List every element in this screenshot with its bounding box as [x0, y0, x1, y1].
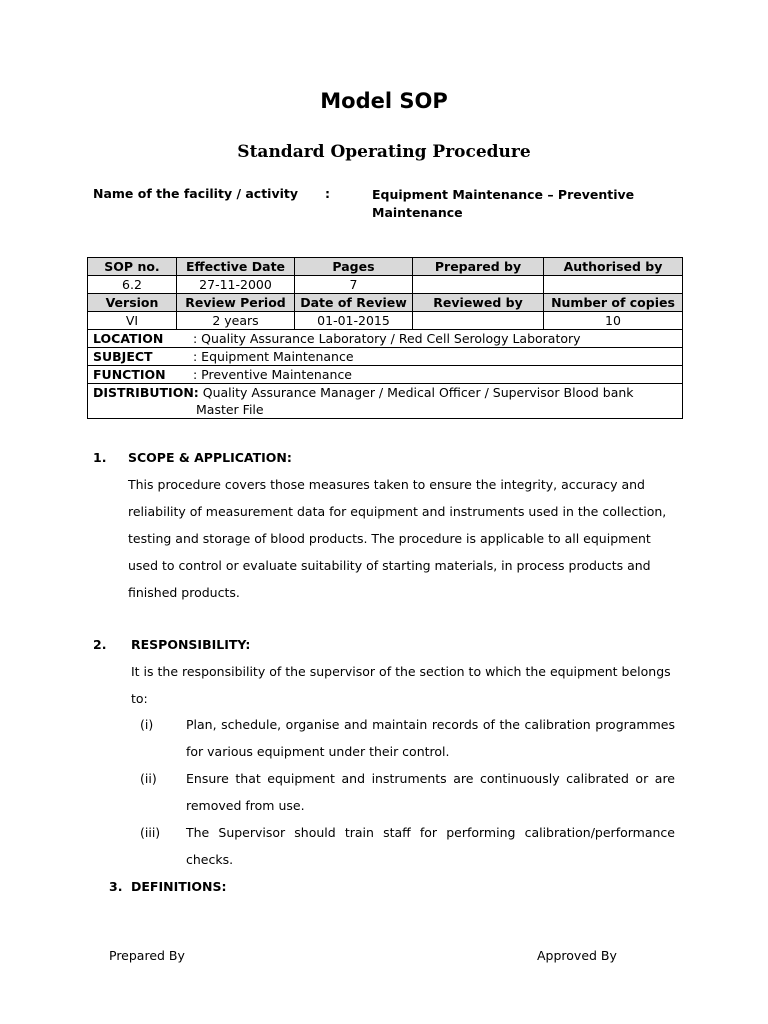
table-row — [88, 312, 683, 330]
header-authorised-by: Authorised by — [544, 258, 683, 276]
item-2-text: Ensure that equipment and instruments are continuously calibrated or are removed from use. — [186, 771, 675, 813]
table-row — [88, 330, 683, 348]
value-sop-no: 6.2 — [88, 276, 177, 294]
header-date-of-review: Date of Review — [295, 294, 413, 312]
item-1-number: (i) — [140, 717, 154, 732]
table-row — [88, 366, 683, 384]
location-label: LOCATION — [93, 331, 164, 346]
value-review-period: 2 years — [177, 312, 295, 330]
section-3-heading: DEFINITIONS: — [131, 879, 227, 894]
value-number-of-copies: 10 — [544, 312, 683, 330]
section-1-number: 1. — [93, 450, 107, 465]
subject-value: : Equipment Maintenance — [193, 349, 354, 364]
facility-colon: : — [325, 186, 330, 201]
item-3-number: (iii) — [140, 825, 161, 840]
item-1-text: Plan, schedule, organise and maintain records of the calibration programmes for various equipment under their control. — [186, 717, 675, 759]
item-2-number: (ii) — [140, 771, 157, 786]
section-2-intro: It is the responsibility of the supervisor of the section to which the equipment belongs to: — [131, 664, 671, 706]
value-authorised-by — [544, 276, 683, 294]
table-row — [88, 348, 683, 366]
distribution-value: Quality Assurance Manager / Medical Officer / Supervisor Blood bank — [202, 385, 634, 400]
section-1-body: This procedure covers those measures taken to ensure the integrity, accuracy and reliability of measurement data for equipment and instruments used in the collection, testing and storage of blood products. The procedure is applicable to all equipment used to control or evaluate suitability of starting materials, in process products and finished products. — [128, 477, 667, 600]
value-version: VI — [88, 312, 177, 330]
section-2-number: 2. — [93, 637, 107, 652]
function-value: : Preventive Maintenance — [193, 367, 353, 382]
distribution-cell — [88, 384, 683, 419]
header-review-period: Review Period — [177, 294, 295, 312]
value-pages: 7 — [295, 276, 413, 294]
location-value: : Quality Assurance Laboratory / Red Cell Serology Laboratory — [193, 331, 581, 346]
sop-info-table — [87, 257, 683, 419]
section-1-heading: SCOPE & APPLICATION: — [128, 450, 292, 465]
header-reviewed-by: Reviewed by — [413, 294, 544, 312]
subject-cell — [88, 348, 683, 366]
header-pages: Pages — [295, 258, 413, 276]
function-label: FUNCTION — [93, 367, 166, 382]
value-date-of-review: 01-01-2015 — [295, 312, 413, 330]
document-subtitle: Standard Operating Procedure — [237, 142, 531, 162]
section-2-heading: RESPONSIBILITY: — [131, 637, 251, 652]
value-prepared-by — [413, 276, 544, 294]
prepared-by-label: Prepared By — [109, 948, 185, 963]
table-row — [88, 294, 683, 312]
header-prepared-by: Prepared by — [413, 258, 544, 276]
location-cell — [88, 330, 683, 348]
table-row — [88, 258, 683, 276]
header-effective-date: Effective Date — [177, 258, 295, 276]
approved-by-label: Approved By — [537, 948, 617, 963]
distribution-value-2: Master File — [196, 402, 264, 417]
document-title: Model SOP — [320, 89, 448, 113]
table-row — [88, 276, 683, 294]
table-row — [88, 384, 683, 419]
value-effective-date: 27-11-2000 — [177, 276, 295, 294]
facility-label: Name of the facility / activity — [93, 186, 299, 201]
section-3-number: 3. — [109, 879, 123, 894]
subject-label: SUBJECT — [93, 349, 153, 364]
facility-value: Equipment Maintenance – Preventive Maintenance — [372, 187, 635, 220]
header-version: Version — [88, 294, 177, 312]
function-cell — [88, 366, 683, 384]
distribution-label: DISTRIBUTION: — [93, 385, 199, 400]
header-number-of-copies: Number of copies — [544, 294, 683, 312]
value-reviewed-by — [413, 312, 544, 330]
item-3-text: The Supervisor should train staff for performing calibration/performance checks. — [186, 825, 675, 867]
header-sop-no: SOP no. — [88, 258, 177, 276]
